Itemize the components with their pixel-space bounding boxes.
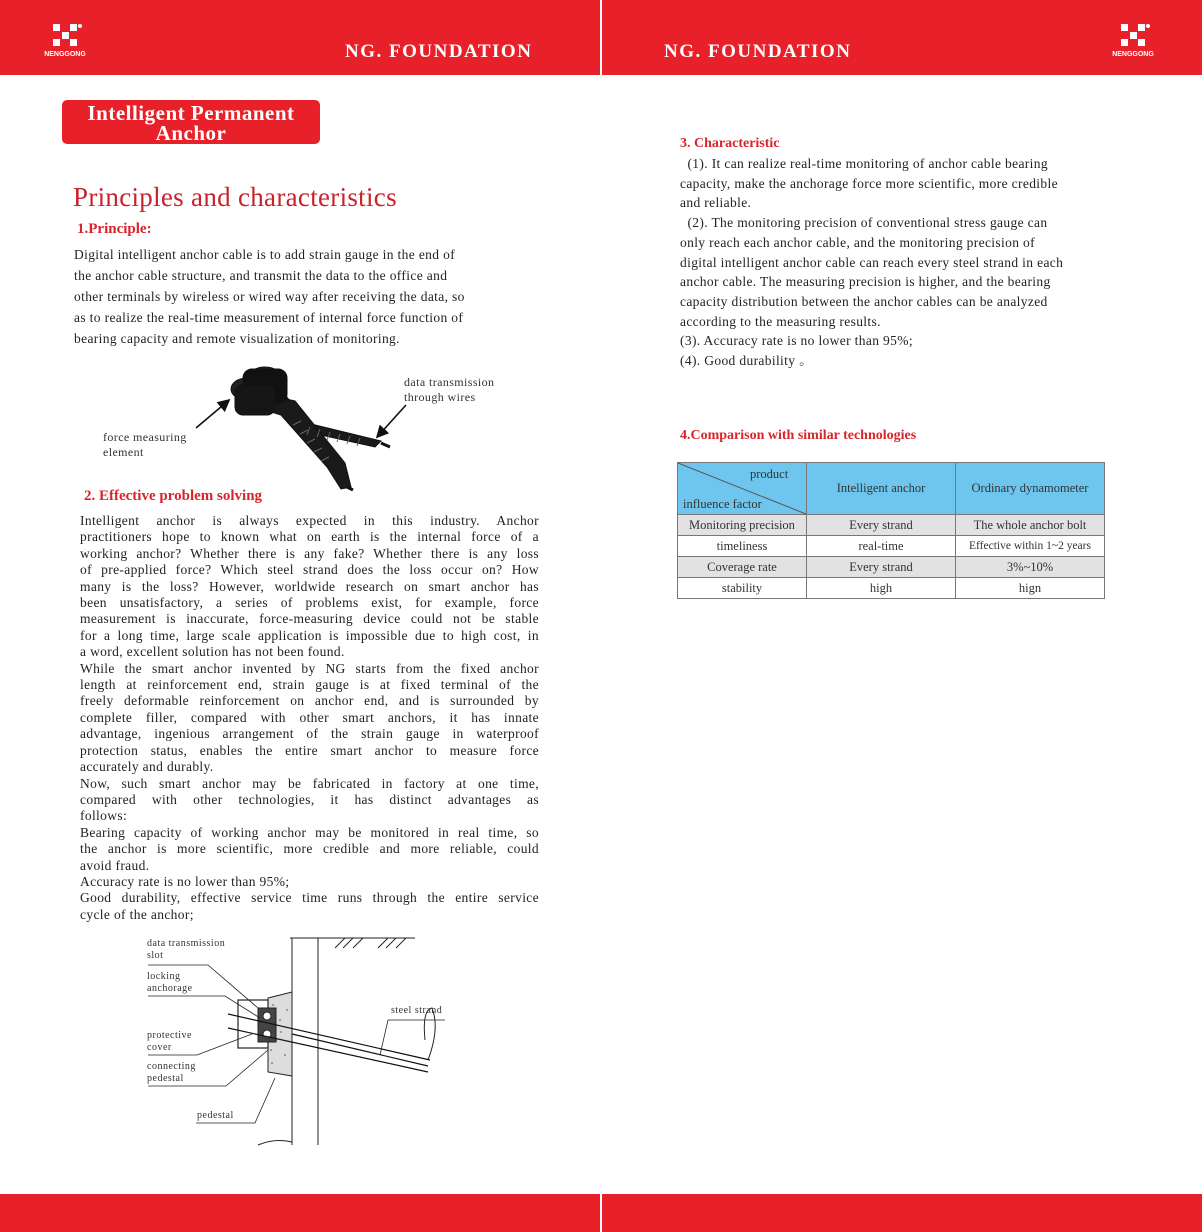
label-line: cover — [147, 1042, 172, 1053]
brand-title-left: NG. FOUNDATION — [345, 41, 533, 62]
label-line: protective — [147, 1030, 192, 1041]
text-line: the anchor cable structure, and transmit the data to the office and — [74, 268, 448, 283]
text-line: of pre-applied force? Which steel strand does the loss occur on? How — [80, 562, 539, 578]
text-line: other terminals by wireless or wired way after receiving the data, so — [74, 289, 465, 304]
text-line: and reliable. — [680, 195, 752, 211]
text-line: follows: — [80, 808, 128, 824]
text-line: Intelligent anchor is always expected in this industry. Anchor — [80, 513, 539, 528]
table-row — [678, 515, 1105, 536]
label-line: locking — [147, 971, 181, 982]
label-pedestal: pedestal — [197, 1110, 234, 1121]
label-locking — [147, 971, 193, 995]
text-line: (1). It can realize real-time monitoring of anchor cable bearing — [680, 156, 1048, 171]
text-line: (3). Accuracy rate is no lower than 95%; — [680, 333, 913, 349]
text-line: compared with other technologies, it has distinct advantages as — [80, 791, 539, 807]
table-cell: Every strand — [807, 557, 956, 578]
logo-text: NENGGONG — [44, 51, 86, 58]
text-line: measurement is inaccurate, force-measuring device could not be stable — [80, 611, 539, 627]
label-line: connecting — [147, 1061, 196, 1072]
label-cover — [147, 1030, 192, 1054]
corner-header-cell — [678, 463, 807, 515]
text-line: Accuracy rate is no lower than 95%; — [80, 873, 290, 889]
arrow-to-element — [196, 401, 228, 428]
table-cell: Monitoring precision — [678, 515, 807, 536]
text-line: as to realize the real-time measurement of internal force function of — [74, 310, 464, 325]
caption-line: through wires — [404, 390, 476, 404]
text-line: complete filler, compared with other smart anchors, it has innate — [80, 709, 539, 725]
label-line: data transmission — [147, 938, 226, 949]
corner-top-label: product — [750, 467, 789, 481]
text-line: protection status, enables the entire smart anchor to measure force — [80, 742, 539, 758]
problem-heading: 2. Effective problem solving — [84, 488, 263, 504]
text-line: capacity distribution between the anchor cables can be analyzed — [680, 293, 1048, 309]
caption-line: element — [103, 445, 144, 459]
brand-title-right: NG. FOUNDATION — [664, 41, 852, 62]
text-line: only reach each anchor cable, and the monitoring precision of — [680, 234, 1035, 250]
text-line: Now, such smart anchor may be fabricated in factory at one time, — [80, 775, 539, 791]
text-line: avoid fraud. — [80, 857, 150, 873]
problem-text — [80, 513, 539, 923]
text-line: freely deformable reinforcement on anchor end, and is surrounded by — [80, 693, 539, 709]
corner-bottom-label: influence factor — [683, 497, 762, 511]
table-cell: Every strand — [807, 515, 956, 536]
badge-line-1: Intelligent Permanent — [87, 101, 295, 125]
table-cell: 3%~10% — [956, 557, 1105, 578]
text-line: (2). The monitoring precision of conventional stress gauge can — [680, 215, 1048, 231]
column-header: Ordinary dynamometer — [956, 463, 1105, 515]
label-steel-strand: steel strand — [391, 1005, 443, 1016]
badge-line-2: Anchor — [155, 121, 227, 145]
column-header: Intelligent anchor — [807, 463, 956, 515]
principle-heading: 1.Principle: — [77, 221, 152, 237]
table-cell: Coverage rate — [678, 557, 807, 578]
table-cell: stability — [678, 578, 807, 599]
caption-line: data transmission — [404, 375, 495, 389]
text-line: anchor cable. The measuring precision is higher, and the bearing — [680, 274, 1051, 290]
text-line: Good durability, effective service time runs through the entire service — [80, 890, 539, 906]
text-line: Digital intelligent anchor cable is to add strain gauge in the end of — [74, 247, 456, 262]
text-line: been unsatisfactory, a series of problems exist, for example, force — [80, 595, 539, 611]
caption-line: force measuring — [103, 430, 187, 444]
text-line: according to the measuring results. — [680, 313, 881, 329]
text-line: working anchor? Whether there is any fake? Whether there is any loss — [80, 545, 539, 561]
arrow-to-wires — [378, 405, 406, 436]
table-row — [678, 578, 1105, 599]
label-connecting — [147, 1061, 196, 1085]
characteristic-text — [680, 154, 1110, 371]
text-line: capacity, make the anchorage force more scientific, more credible — [680, 175, 1058, 191]
text-line: for a long time, large scale application is impossible due to high cost, in — [80, 627, 539, 643]
text-line: the anchor is more scientific, more credible and more reliable, could — [80, 841, 539, 857]
logo-text-right: NENGGONG — [1112, 51, 1154, 58]
text-line: a word, excellent solution has not been found. — [80, 644, 345, 660]
label-line: slot — [147, 950, 164, 961]
text-line: accurately and durably. — [80, 759, 214, 775]
label-line: pedestal — [147, 1073, 184, 1084]
text-line: bearing capacity and remote visualization of monitoring. — [74, 331, 400, 346]
text-line: advantage, ingenious arrangement of the strain gauge in waterproof — [80, 726, 539, 742]
comparison-heading: 4.Comparison with similar technologies — [680, 428, 917, 443]
table-header-row — [678, 463, 1105, 515]
table-cell: high — [807, 578, 956, 599]
table-row — [678, 557, 1105, 578]
characteristic-heading: 3. Characteristic — [680, 136, 780, 151]
label-line: anchorage — [147, 983, 193, 994]
text-line: digital intelligent anchor cable can reach every steel strand in each — [680, 254, 1064, 270]
label-slot — [147, 938, 225, 962]
table-cell: hign — [956, 578, 1105, 599]
text-line: Bearing capacity of working anchor may be monitored in real time, so — [80, 824, 539, 840]
text-line: many is the loss? However, worldwide research on smart anchor has — [80, 578, 539, 594]
main-title: Principles and characteristics — [73, 182, 397, 212]
comparison-table — [677, 462, 1105, 599]
text-line: While the smart anchor invented by NG starts from the fixed anchor — [80, 660, 539, 676]
table-cell: timeliness — [678, 536, 807, 557]
table-cell: Effective within 1~2 years — [956, 536, 1105, 557]
text-line: (4). Good durability 。 — [680, 353, 813, 369]
table-cell: real-time — [807, 536, 956, 557]
text-line: cycle of the anchor; — [80, 906, 194, 922]
table-cell: The whole anchor bolt — [956, 515, 1105, 536]
text-line: length at reinforcement end, strain gauge is at fixed terminal of the — [80, 677, 539, 693]
text-line: practitioners hope to known what on earth is the internal force of a — [80, 529, 539, 545]
table-row — [678, 536, 1105, 557]
